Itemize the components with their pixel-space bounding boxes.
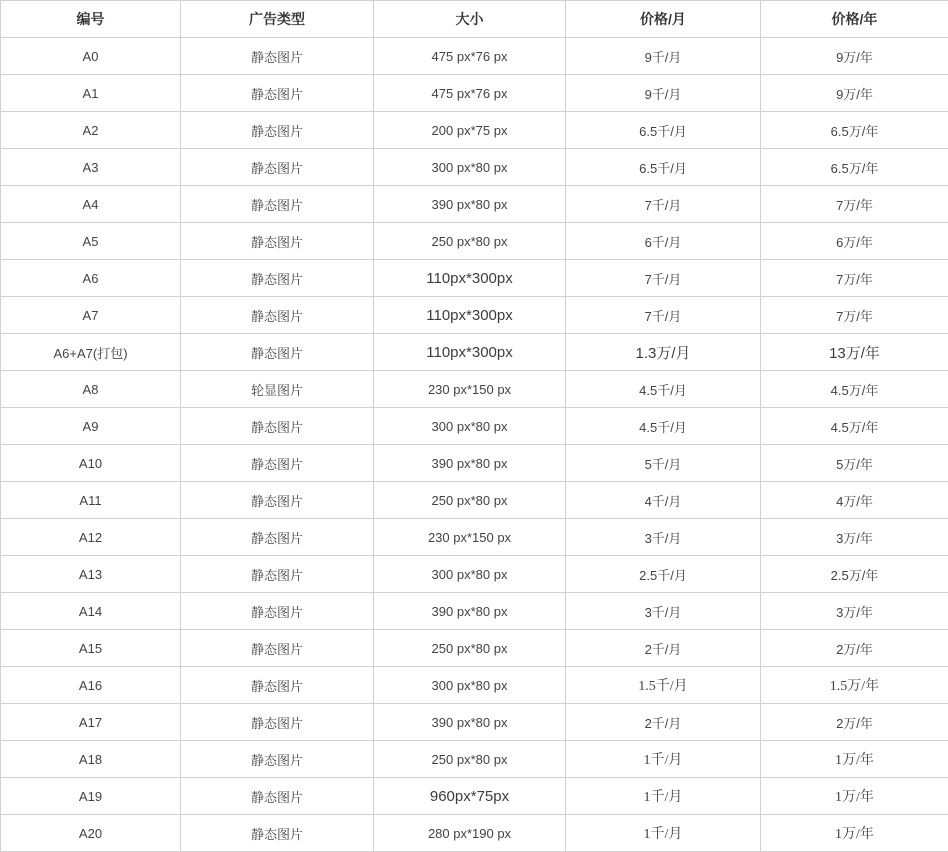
cell-price-month: 4.5千/月: [566, 371, 761, 408]
cell-size: 250 px*80 px: [374, 223, 566, 260]
cell-ad-type: 静态图片: [181, 334, 374, 371]
cell-price-month: 2千/月: [566, 704, 761, 741]
cell-size: 390 px*80 px: [374, 445, 566, 482]
cell-number: A19: [1, 778, 181, 815]
cell-ad-type: 静态图片: [181, 667, 374, 704]
cell-price-month: 5千/月: [566, 445, 761, 482]
cell-ad-type: 静态图片: [181, 260, 374, 297]
cell-price-year: 4.5万/年: [761, 408, 948, 445]
cell-number: A20: [1, 815, 181, 852]
cell-price-month: 4千/月: [566, 482, 761, 519]
cell-price-year: 6万/年: [761, 223, 948, 260]
cell-size: 300 px*80 px: [374, 667, 566, 704]
cell-size: 300 px*80 px: [374, 556, 566, 593]
cell-price-year: 2万/年: [761, 704, 948, 741]
cell-size: 475 px*76 px: [374, 75, 566, 112]
cell-size: 110px*300px: [374, 297, 566, 334]
column-header-price-month: 价格/月: [566, 1, 761, 38]
cell-number: A2: [1, 112, 181, 149]
cell-price-year: 5万/年: [761, 445, 948, 482]
table-row: [1, 297, 948, 334]
cell-price-month: 1千/月: [566, 778, 761, 815]
cell-ad-type: 静态图片: [181, 519, 374, 556]
cell-size: 280 px*190 px: [374, 815, 566, 852]
cell-ad-type: 静态图片: [181, 482, 374, 519]
cell-price-year: 3万/年: [761, 519, 948, 556]
table-row: [1, 186, 948, 223]
cell-ad-type: 静态图片: [181, 815, 374, 852]
table-row: [1, 519, 948, 556]
table-row: [1, 593, 948, 630]
table-row: [1, 741, 948, 778]
cell-price-month: 6千/月: [566, 223, 761, 260]
cell-ad-type: 静态图片: [181, 556, 374, 593]
cell-number: A17: [1, 704, 181, 741]
cell-price-year: 7万/年: [761, 297, 948, 334]
column-header-number: 编号: [1, 1, 181, 38]
cell-size: 200 px*75 px: [374, 112, 566, 149]
cell-size: 230 px*150 px: [374, 519, 566, 556]
cell-price-month: 1.5千/月: [566, 667, 761, 704]
cell-number: A18: [1, 741, 181, 778]
cell-price-year: 9万/年: [761, 38, 948, 75]
table-row: [1, 630, 948, 667]
cell-price-month: 6.5千/月: [566, 112, 761, 149]
table-row: [1, 815, 948, 852]
cell-number: A7: [1, 297, 181, 334]
cell-ad-type: 静态图片: [181, 112, 374, 149]
cell-price-year: 1万/年: [761, 741, 948, 778]
cell-price-month: 2.5千/月: [566, 556, 761, 593]
cell-number: A0: [1, 38, 181, 75]
table-row: [1, 149, 948, 186]
cell-price-year: 7万/年: [761, 186, 948, 223]
table-row: [1, 371, 948, 408]
cell-number: A6+A7(打包): [1, 334, 181, 371]
cell-number: A4: [1, 186, 181, 223]
header-row: [1, 1, 948, 38]
cell-number: A12: [1, 519, 181, 556]
price-table-body: [1, 38, 948, 852]
table-row: [1, 223, 948, 260]
cell-price-year: 1.5万/年: [761, 667, 948, 704]
cell-size: 230 px*150 px: [374, 371, 566, 408]
cell-size: 250 px*80 px: [374, 741, 566, 778]
cell-number: A15: [1, 630, 181, 667]
cell-ad-type: 静态图片: [181, 704, 374, 741]
cell-size: 390 px*80 px: [374, 593, 566, 630]
table-row: [1, 408, 948, 445]
cell-price-month: 7千/月: [566, 297, 761, 334]
cell-price-month: 9千/月: [566, 38, 761, 75]
table-row: [1, 260, 948, 297]
cell-price-year: 2.5万/年: [761, 556, 948, 593]
cell-price-month: 9千/月: [566, 75, 761, 112]
table-row: [1, 667, 948, 704]
cell-number: A10: [1, 445, 181, 482]
table-row: [1, 704, 948, 741]
cell-price-month: 7千/月: [566, 260, 761, 297]
cell-ad-type: 静态图片: [181, 593, 374, 630]
cell-size: 110px*300px: [374, 334, 566, 371]
cell-number: A6: [1, 260, 181, 297]
cell-size: 300 px*80 px: [374, 149, 566, 186]
cell-price-year: 4.5万/年: [761, 371, 948, 408]
cell-size: 300 px*80 px: [374, 408, 566, 445]
cell-price-month: 4.5千/月: [566, 408, 761, 445]
table-row: [1, 556, 948, 593]
cell-price-year: 6.5万/年: [761, 149, 948, 186]
cell-price-year: 1万/年: [761, 815, 948, 852]
column-header-price-year: 价格/年: [761, 1, 948, 38]
cell-price-month: 1.3万/月: [566, 334, 761, 371]
cell-ad-type: 静态图片: [181, 445, 374, 482]
cell-price-month: 3千/月: [566, 519, 761, 556]
cell-price-year: 9万/年: [761, 75, 948, 112]
cell-price-month: 7千/月: [566, 186, 761, 223]
table-header: [1, 1, 948, 38]
cell-price-month: 1千/月: [566, 741, 761, 778]
cell-ad-type: 静态图片: [181, 149, 374, 186]
cell-ad-type: 静态图片: [181, 186, 374, 223]
cell-ad-type: 静态图片: [181, 408, 374, 445]
column-header-size: 大小: [374, 1, 566, 38]
cell-number: A1: [1, 75, 181, 112]
table-row: [1, 445, 948, 482]
cell-price-year: 3万/年: [761, 593, 948, 630]
cell-size: 390 px*80 px: [374, 704, 566, 741]
cell-number: A14: [1, 593, 181, 630]
cell-ad-type: 静态图片: [181, 741, 374, 778]
cell-ad-type: 静态图片: [181, 38, 374, 75]
cell-ad-type: 轮显图片: [181, 371, 374, 408]
cell-price-year: 6.5万/年: [761, 112, 948, 149]
cell-number: A5: [1, 223, 181, 260]
table-row: [1, 482, 948, 519]
cell-price-month: 6.5千/月: [566, 149, 761, 186]
cell-price-year: 2万/年: [761, 630, 948, 667]
cell-ad-type: 静态图片: [181, 630, 374, 667]
table-row: [1, 778, 948, 815]
cell-ad-type: 静态图片: [181, 297, 374, 334]
cell-number: A3: [1, 149, 181, 186]
table-row: [1, 38, 948, 75]
cell-size: 250 px*80 px: [374, 630, 566, 667]
cell-price-year: 1万/年: [761, 778, 948, 815]
table-row: [1, 334, 948, 371]
cell-price-month: 3千/月: [566, 593, 761, 630]
cell-price-month: 2千/月: [566, 630, 761, 667]
cell-ad-type: 静态图片: [181, 75, 374, 112]
cell-number: A11: [1, 482, 181, 519]
column-header-ad-type: 广告类型: [181, 1, 374, 38]
cell-size: 960px*75px: [374, 778, 566, 815]
table-row: [1, 75, 948, 112]
table-row: [1, 112, 948, 149]
cell-number: A8: [1, 371, 181, 408]
cell-size: 250 px*80 px: [374, 482, 566, 519]
cell-ad-type: 静态图片: [181, 223, 374, 260]
cell-size: 390 px*80 px: [374, 186, 566, 223]
cell-ad-type: 静态图片: [181, 778, 374, 815]
cell-size: 475 px*76 px: [374, 38, 566, 75]
cell-price-month: 1千/月: [566, 815, 761, 852]
cell-number: A9: [1, 408, 181, 445]
cell-price-year: 4万/年: [761, 482, 948, 519]
cell-price-year: 13万/年: [761, 334, 948, 371]
cell-size: 110px*300px: [374, 260, 566, 297]
cell-price-year: 7万/年: [761, 260, 948, 297]
cell-number: A16: [1, 667, 181, 704]
cell-number: A13: [1, 556, 181, 593]
